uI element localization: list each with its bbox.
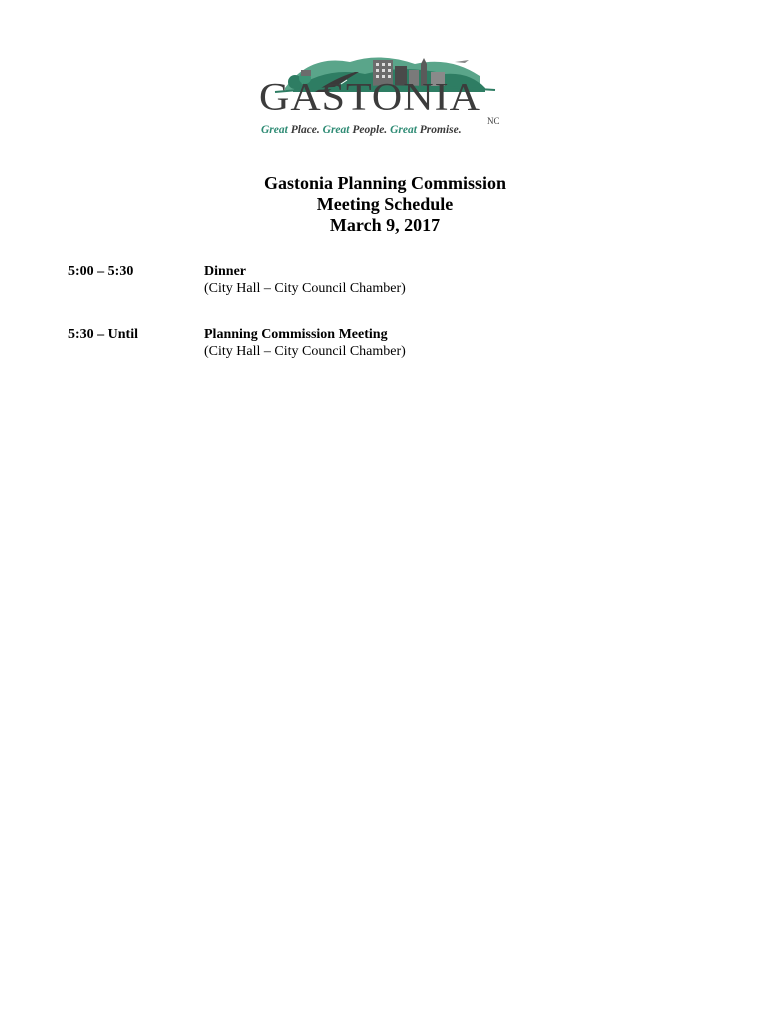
gastonia-logo bbox=[255, 48, 515, 140]
title-line-commission: Gastonia Planning Commission bbox=[263, 173, 507, 193]
schedule-event bbox=[204, 263, 406, 297]
title-line-schedule: Meeting Schedule bbox=[316, 194, 454, 214]
logo-wordmark: GASTONIA bbox=[259, 76, 481, 119]
event-title: Planning Commission Meeting bbox=[204, 327, 388, 342]
logo-tagline: Great Place. Great People. Great Promise. bbox=[261, 124, 462, 136]
logo-state: NC bbox=[487, 116, 500, 126]
event-location: (City Hall – City Council Chamber) bbox=[204, 344, 406, 359]
schedule-time: 5:30 – Until bbox=[68, 327, 138, 342]
event-location: (City Hall – City Council Chamber) bbox=[204, 281, 406, 296]
schedule-event bbox=[204, 326, 406, 360]
title-line-date: March 9, 2017 bbox=[329, 215, 441, 235]
schedule-time: 5:00 – 5:30 bbox=[68, 264, 134, 279]
event-title: Dinner bbox=[204, 264, 246, 279]
page-title bbox=[0, 173, 770, 236]
